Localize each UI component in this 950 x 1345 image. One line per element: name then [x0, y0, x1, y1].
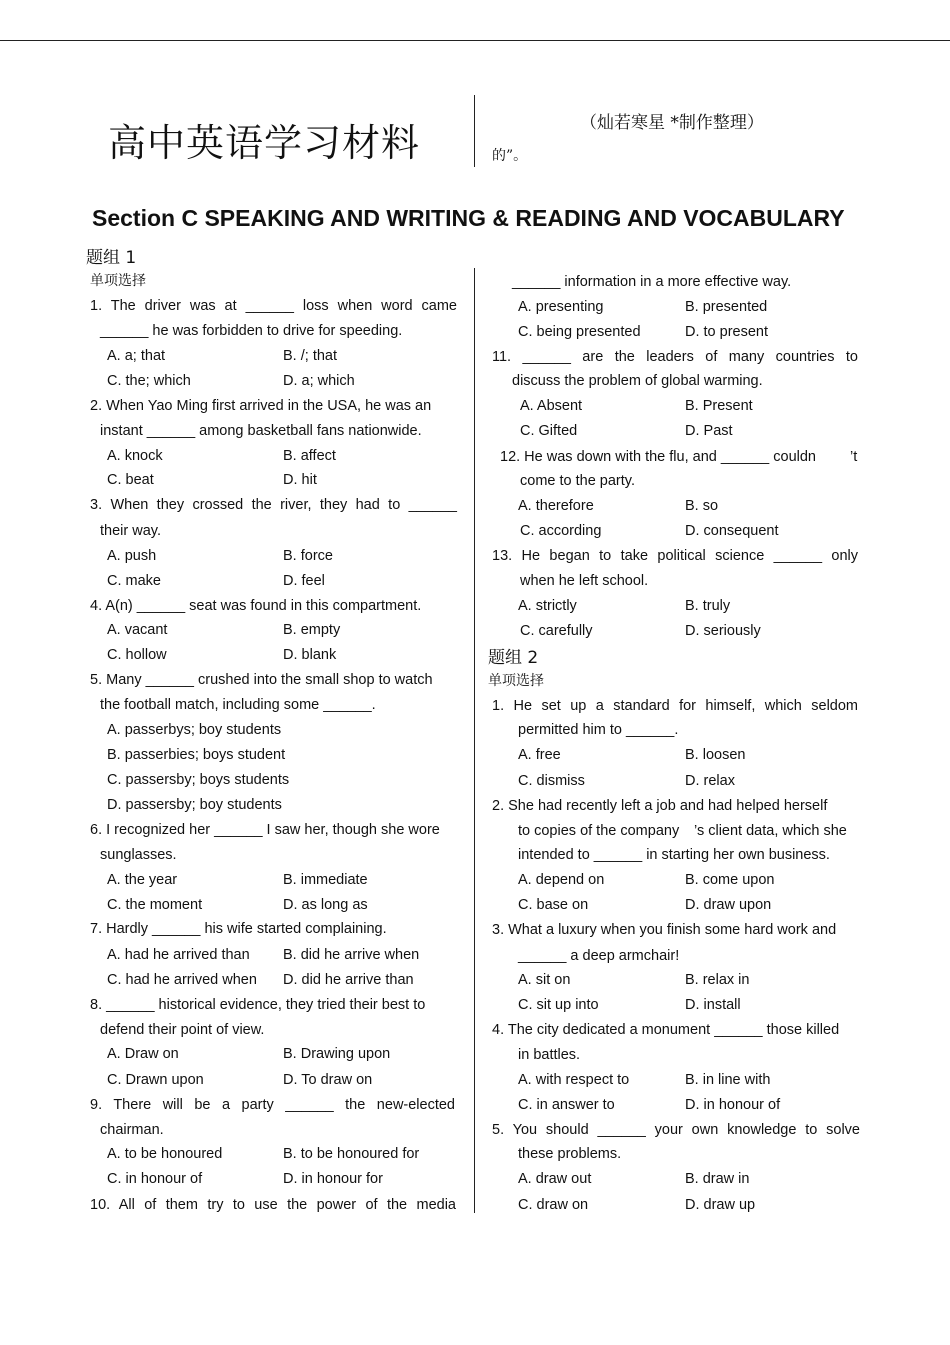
option-c: C. base on — [518, 897, 589, 913]
question-line: discuss the problem of global warming. — [512, 373, 763, 389]
question-line: when he left school. — [520, 573, 649, 589]
option-c: C. passersby; boys students — [107, 772, 290, 788]
option-d: D. hit — [283, 472, 317, 488]
option-a: A. the year — [107, 872, 178, 888]
question-line: instant ______ among basketball fans nationwide. — [100, 423, 422, 439]
option-a: A. free — [518, 747, 561, 763]
option-c: C. carefully — [520, 623, 593, 639]
group-2-title: 题组 2 — [488, 648, 539, 668]
option-a: A. depend on — [518, 872, 605, 888]
question-line: to copies of the company — [518, 823, 680, 839]
question-line: ______ he was forbidden to drive for speeding. — [100, 323, 403, 339]
option-a: A. to be honoured — [107, 1146, 223, 1162]
option-b: B. force — [283, 548, 333, 564]
question-line: ______ information in a more effective way. — [512, 274, 792, 290]
option-c: C. draw on — [518, 1197, 589, 1213]
group-2-subhead: 单项选择 — [488, 673, 544, 689]
option-a: A. push — [107, 548, 157, 564]
option-c: C. being presented — [518, 324, 641, 340]
question-line: ______ a deep armchair! — [518, 948, 680, 964]
top-rule — [0, 40, 950, 41]
option-b: B. did he arrive when — [283, 947, 420, 963]
question-line: 2. She had recently left a job and had helped herself — [492, 798, 828, 814]
option-a: A. presenting — [518, 299, 604, 315]
question-line: 3. What a luxury when you finish some hard work and — [492, 922, 837, 938]
option-d: D. consequent — [685, 523, 779, 539]
option-c: C. in answer to — [518, 1097, 615, 1113]
column-divider — [474, 268, 475, 1213]
option-c: C. had he arrived when — [107, 972, 257, 988]
option-c: C. the moment — [107, 897, 203, 913]
option-c: C. make — [107, 573, 161, 589]
option-a: A. Absent — [520, 398, 583, 414]
question-line: come to the party. — [520, 473, 635, 489]
option-b: B. passerbies; boys student — [107, 747, 286, 763]
option-b: B. truly — [685, 598, 731, 614]
question-line: 5. Many ______ crushed into the small shop to watch — [90, 672, 433, 688]
option-d: D. blank — [283, 647, 337, 663]
option-d: D. relax — [685, 773, 735, 789]
page-title: 高中英语学习材料 — [108, 121, 421, 165]
question-line: 6. I recognized her ______ I saw her, though she wore — [90, 822, 440, 838]
option-b: B. come upon — [685, 872, 775, 888]
option-a: A. Draw on — [107, 1046, 179, 1062]
question-line: these problems. — [518, 1146, 622, 1162]
option-d: D. in honour of — [685, 1097, 781, 1113]
option-d: D. passersby; boy students — [107, 797, 282, 813]
option-b: B. to be honoured for — [283, 1146, 420, 1162]
option-b: B. presented — [685, 299, 768, 315]
question-line: 5. You should ______ your own knowledge to solve — [492, 1122, 860, 1138]
option-b: B. empty — [283, 622, 341, 638]
option-c: C. beat — [107, 472, 154, 488]
option-d: D. to present — [685, 324, 769, 340]
option-c: C. Gifted — [520, 423, 578, 439]
option-d: D. feel — [283, 573, 325, 589]
group-1-subhead: 单项选择 — [90, 273, 146, 289]
question-line: 10. All of them try to use the power of the media — [90, 1197, 456, 1213]
option-d: D. a; which — [283, 373, 355, 389]
header-divider — [474, 95, 475, 167]
option-c: C. Drawn upon — [107, 1072, 204, 1088]
option-b: B. affect — [283, 448, 336, 464]
question-line: sunglasses. — [100, 847, 177, 863]
option-d: D. draw upon — [685, 897, 772, 913]
option-b: B. in line with — [685, 1072, 771, 1088]
question-line: 7. Hardly ______ his wife started complaining. — [90, 921, 387, 937]
section-title: Section C SPEAKING AND WRITING & READING AND VOCABULARY — [92, 205, 845, 231]
option-c: C. in honour of — [107, 1171, 203, 1187]
question-line: 3. When they crossed the river, they had to ______ — [90, 497, 457, 513]
option-a: A. sit on — [518, 972, 571, 988]
option-d: D. seriously — [685, 623, 761, 639]
question-line: 4. The city dedicated a monument ______ those killed — [492, 1022, 840, 1038]
question-line: 1. The driver was at ______ loss when word came — [90, 298, 457, 314]
question-line: 13. He began to take political science ______ only — [492, 548, 858, 564]
question-line: chairman. — [100, 1122, 164, 1138]
option-b: B. so — [685, 498, 719, 514]
option-c: C. dismiss — [518, 773, 585, 789]
credit-text: （灿若寒星 *制作整理） — [580, 113, 764, 133]
option-b: B. Present — [685, 398, 753, 414]
question-line: permitted him to ______. — [518, 722, 679, 738]
option-d: D. Past — [685, 423, 733, 439]
option-a: A. a; that — [107, 348, 166, 364]
question-line: their way. — [100, 523, 161, 539]
option-d: D. draw up — [685, 1197, 756, 1213]
option-d: D. did he arrive than — [283, 972, 414, 988]
question-line: 9. There will be a party ______ the new-elected — [90, 1097, 455, 1113]
question-line: intended to ______ in starting her own business. — [518, 847, 830, 863]
credit-tail-text: 的”。 — [492, 148, 528, 164]
question-line-fragment: ’t — [850, 449, 858, 465]
option-b: B. /; that — [283, 348, 337, 364]
option-c: C. the; which — [107, 373, 191, 389]
option-b: B. Drawing upon — [283, 1046, 391, 1062]
option-b: B. draw in — [685, 1171, 750, 1187]
question-line: defend their point of view. — [100, 1022, 265, 1038]
group-1-title: 题组 1 — [86, 248, 137, 268]
option-c: C. according — [520, 523, 602, 539]
question-line: 2. When Yao Ming first arrived in the USA, he was an — [90, 398, 432, 414]
option-a: A. knock — [107, 448, 163, 464]
option-b: B. relax in — [685, 972, 750, 988]
option-c: C. sit up into — [518, 997, 599, 1013]
option-b: B. loosen — [685, 747, 746, 763]
option-d: D. To draw on — [283, 1072, 373, 1088]
option-d: D. in honour for — [283, 1171, 383, 1187]
option-a: A. therefore — [518, 498, 594, 514]
option-a: A. vacant — [107, 622, 168, 638]
option-a: A. with respect to — [518, 1072, 630, 1088]
question-line: 12. He was down with the flu, and ______ couldn — [500, 449, 816, 465]
option-a: A. draw out — [518, 1171, 592, 1187]
question-line: 11. ______ are the leaders of many countries to — [492, 349, 858, 365]
question-line: 8. ______ historical evidence, they tried their best to — [90, 997, 426, 1013]
question-line: 4. A(n) ______ seat was found in this compartment. — [90, 598, 422, 614]
option-d: D. install — [685, 997, 741, 1013]
question-line: in battles. — [518, 1047, 581, 1063]
option-a: A. strictly — [518, 598, 577, 614]
option-c: C. hollow — [107, 647, 167, 663]
question-line: the football match, including some ______. — [100, 697, 376, 713]
option-d: D. as long as — [283, 897, 368, 913]
option-a: A. had he arrived than — [107, 947, 250, 963]
question-line: 1. He set up a standard for himself, which seldom — [492, 698, 858, 714]
option-b: B. immediate — [283, 872, 368, 888]
question-line: ’s client data, which she — [694, 823, 847, 839]
option-a: A. passerbys; boy students — [107, 722, 282, 738]
